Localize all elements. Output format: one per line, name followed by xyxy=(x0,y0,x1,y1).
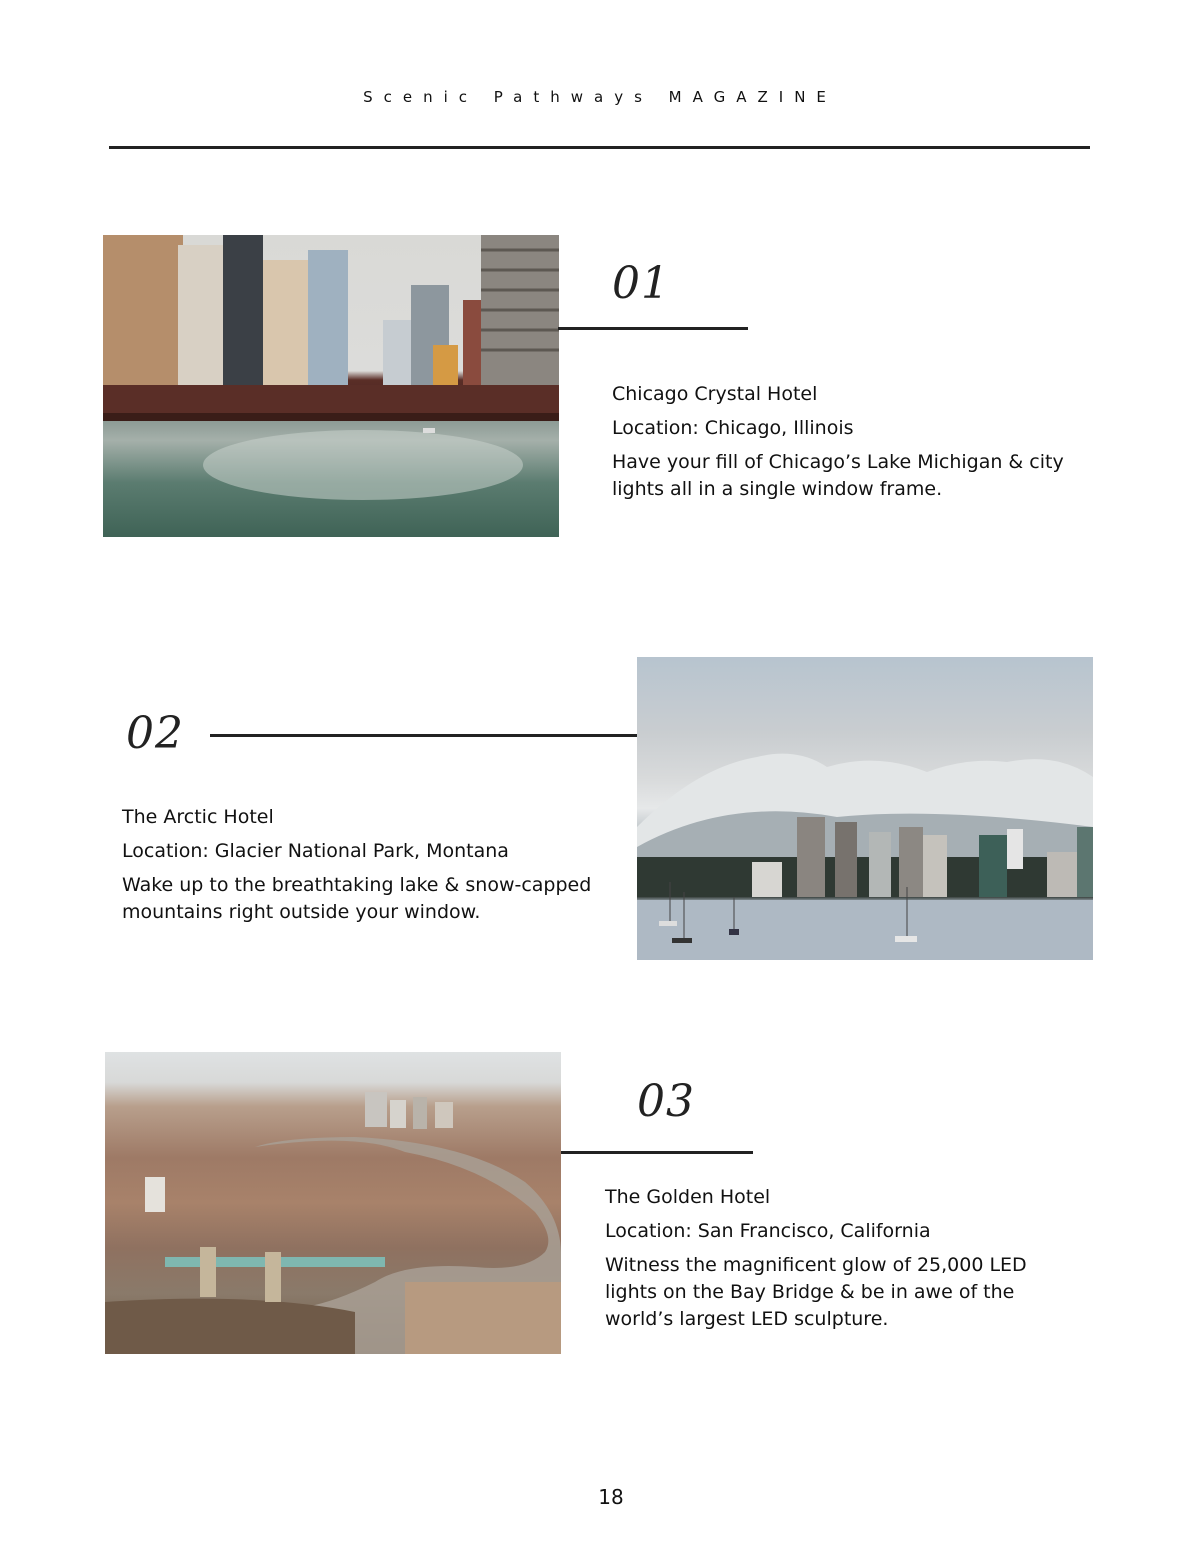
entry-3-hotel-name: The Golden Hotel xyxy=(605,1186,771,1208)
entry-3-text xyxy=(605,1184,1065,1333)
entry-2-hotel-name: The Arctic Hotel xyxy=(122,806,274,828)
mountain-city-illustration xyxy=(637,657,1093,960)
entry-2-number: 02 xyxy=(126,708,184,759)
entry-1-photo xyxy=(103,235,559,537)
entry-3-photo xyxy=(105,1052,561,1354)
entry-1-text xyxy=(612,381,1102,503)
masthead-divider xyxy=(109,146,1090,149)
page-number: 18 xyxy=(598,1485,624,1509)
entry-2-description: Wake up to the breathtaking lake & snow-capped mountains right outside your window. xyxy=(122,874,592,923)
chicago-skyline-illustration xyxy=(103,235,559,537)
entry-2-location: Location: Glacier National Park, Montana xyxy=(122,840,509,862)
entry-1-hotel-name: Chicago Crystal Hotel xyxy=(612,383,818,405)
entry-3-description: Witness the magnificent glow of 25,000 LED lights on the Bay Bridge & be in awe of the world’s largest LED sculpture. xyxy=(605,1254,1027,1330)
entry-1-description: Have your fill of Chicago’s Lake Michigan & city lights all in a single window frame. xyxy=(612,451,1064,500)
entry-1-location: Location: Chicago, Illinois xyxy=(612,417,854,439)
entry-3-number: 03 xyxy=(637,1076,695,1127)
entry-3-rule xyxy=(561,1151,753,1154)
entry-2-photo xyxy=(637,657,1093,960)
entry-3-location: Location: San Francisco, California xyxy=(605,1220,931,1242)
entry-2-rule xyxy=(210,734,637,737)
entry-1-rule xyxy=(558,327,748,330)
entry-1-number: 01 xyxy=(612,258,670,309)
entry-2-text xyxy=(122,804,612,926)
magazine-masthead: Scenic Pathways MAGAZINE xyxy=(363,88,837,106)
river-city-aerial-illustration xyxy=(105,1052,561,1354)
